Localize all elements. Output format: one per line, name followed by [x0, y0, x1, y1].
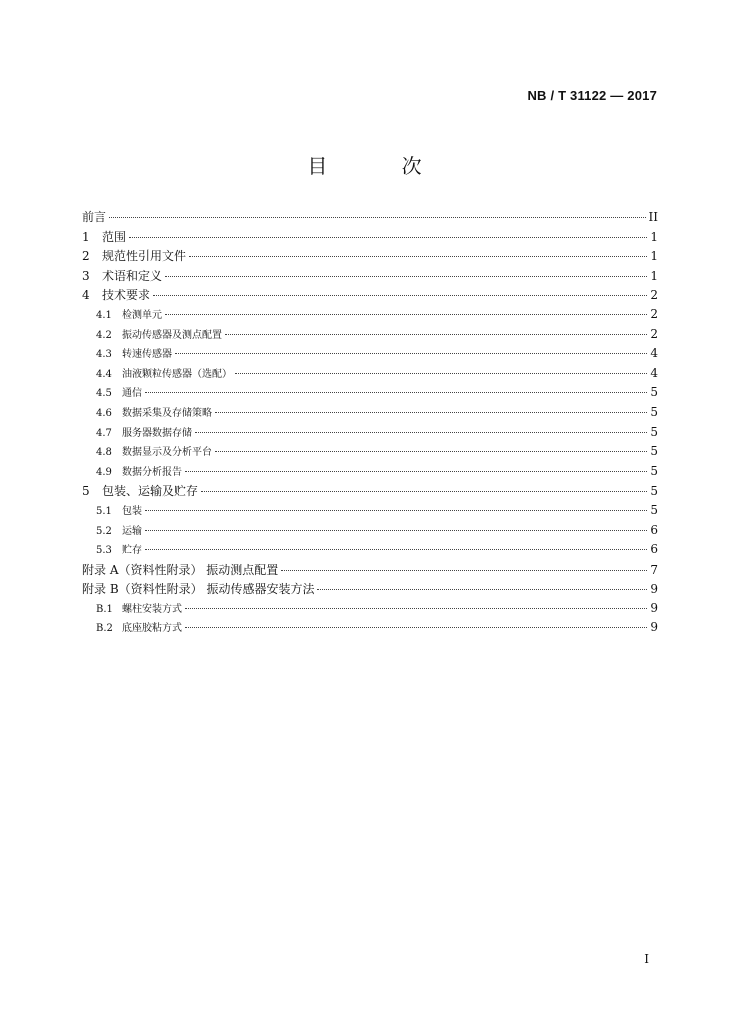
toc-entry-title: 范围	[102, 229, 127, 244]
toc-entry[interactable]	[82, 326, 658, 346]
toc-leader-dots	[201, 491, 647, 492]
toc-entry[interactable]	[82, 541, 658, 561]
toc-entry[interactable]	[82, 482, 658, 502]
toc-entry[interactable]	[82, 522, 658, 542]
toc-entry-page: 6	[650, 522, 658, 537]
toc-entry[interactable]	[82, 424, 658, 444]
toc-entry-number: 5.1	[96, 505, 112, 517]
toc-entry-number: 4.6	[96, 407, 112, 419]
toc-leader-dots	[109, 217, 646, 218]
toc-entry-page: 7	[650, 562, 658, 577]
toc-entry[interactable]	[82, 267, 658, 287]
toc-entry-title: 包装	[122, 505, 142, 517]
toc-leader-dots	[185, 471, 647, 472]
toc-leader-dots	[153, 295, 647, 296]
table-of-contents	[82, 208, 658, 639]
toc-entry-number: 4.5	[96, 388, 112, 400]
toc-leader-dots	[165, 276, 647, 277]
toc-entry-page: 2	[650, 306, 658, 321]
toc-entry-page: 9	[650, 582, 658, 597]
toc-leader-dots	[145, 510, 647, 511]
toc-entry-title: 附录 B（资料性附录） 振动传感器安装方法	[82, 582, 315, 597]
toc-entry[interactable]	[82, 286, 658, 306]
toc-entry[interactable]	[82, 404, 658, 424]
toc-entry-title: 服务器数据存储	[122, 427, 192, 439]
toc-leader-dots	[225, 334, 647, 335]
toc-leader-dots	[145, 530, 647, 531]
toc-entry-title: 通信	[122, 388, 142, 400]
toc-entry-number: 1	[82, 229, 90, 244]
toc-leader-dots	[281, 570, 647, 571]
toc-entry-title: 前言	[82, 210, 107, 224]
toc-entry[interactable]	[82, 247, 658, 267]
toc-entry-page: 1	[650, 229, 658, 244]
toc-entry-number: 3	[82, 268, 90, 283]
toc-entry-title: 转速传感器	[122, 349, 172, 361]
toc-entry-title: 术语和定义	[102, 268, 163, 283]
toc-leader-dots	[145, 392, 647, 393]
toc-entry[interactable]	[82, 345, 658, 365]
toc-entry-number: B.1	[96, 603, 113, 615]
toc-entry-number: 4	[82, 288, 90, 303]
toc-leader-dots	[215, 451, 647, 452]
toc-entry-number: 5.2	[96, 525, 112, 537]
toc-entry[interactable]	[82, 365, 658, 385]
toc-entry-number: 4.4	[96, 368, 112, 380]
toc-entry-number: 2	[82, 249, 90, 264]
toc-entry-title: 螺柱安装方式	[122, 603, 182, 615]
toc-entry-page: 4	[650, 346, 658, 361]
toc-entry-number: 5.3	[96, 545, 112, 557]
toc-entry-page: 5	[650, 484, 658, 499]
toc-entry-page: 6	[650, 542, 658, 557]
toc-entry[interactable]	[82, 306, 658, 326]
toc-entry-page: 5	[650, 502, 658, 517]
toc-entry-title: 检测单元	[122, 309, 162, 321]
toc-leader-dots	[175, 353, 647, 354]
toc-entry-title: 数据采集及存储策略	[122, 407, 212, 419]
toc-entry[interactable]	[82, 208, 658, 228]
toc-entry[interactable]	[82, 384, 658, 404]
toc-entry-number: 4.2	[96, 329, 112, 341]
toc-entry-page: 5	[650, 424, 658, 439]
toc-entry[interactable]	[82, 600, 658, 620]
toc-entry-title: 规范性引用文件	[102, 249, 187, 264]
toc-entry-page: 1	[650, 268, 658, 283]
toc-leader-dots	[195, 432, 647, 433]
toc-entry-page: 9	[650, 620, 658, 635]
toc-entry[interactable]	[82, 619, 658, 639]
toc-leader-dots	[235, 373, 647, 374]
toc-entry-page: 5	[650, 463, 658, 478]
toc-entry-number: 4.9	[96, 466, 112, 478]
toc-entry-number: 5	[82, 484, 90, 499]
page-number: I	[644, 952, 649, 966]
toc-leader-dots	[185, 608, 647, 609]
toc-entry-title: 底座胶粘方式	[122, 623, 182, 635]
toc-entry-title: 附录 A（资料性附录） 振动测点配置	[82, 562, 279, 577]
page-title: 目 次	[307, 154, 456, 178]
toc-leader-dots	[145, 549, 647, 550]
standard-code: NB / T 31122 — 2017	[527, 88, 657, 103]
toc-entry-page: II	[648, 210, 658, 224]
toc-entry-title: 技术要求	[102, 288, 151, 303]
toc-entry-page: 4	[650, 365, 658, 380]
toc-entry-title: 振动传感器及测点配置	[122, 329, 222, 341]
toc-entry[interactable]	[82, 443, 658, 463]
toc-entry-title: 包装、运输及贮存	[102, 484, 199, 499]
toc-entry-page: 5	[650, 385, 658, 400]
toc-leader-dots	[165, 314, 647, 315]
toc-leader-dots	[189, 256, 647, 257]
toc-entry-page: 2	[650, 288, 658, 303]
toc-entry-number: 4.1	[96, 309, 112, 321]
toc-entry-title: 贮存	[122, 545, 142, 557]
toc-entry-title: 数据显示及分析平台	[122, 447, 212, 459]
toc-entry[interactable]	[82, 502, 658, 522]
toc-entry[interactable]	[82, 561, 658, 581]
toc-entry-title: 运输	[122, 525, 142, 537]
toc-entry[interactable]	[82, 580, 658, 600]
toc-entry-number: B.2	[96, 623, 113, 635]
toc-entry-page: 2	[650, 326, 658, 341]
toc-entry-page: 1	[650, 249, 658, 264]
toc-entry-title: 数据分析报告	[122, 466, 182, 478]
toc-entry-page: 5	[650, 444, 658, 459]
toc-entry-page: 9	[650, 600, 658, 615]
toc-leader-dots	[317, 589, 647, 590]
toc-leader-dots	[129, 237, 647, 238]
toc-entry[interactable]	[82, 463, 658, 483]
toc-leader-dots	[185, 627, 647, 628]
toc-leader-dots	[215, 412, 647, 413]
toc-entry-title: 油液颗粒传感器（选配）	[122, 368, 232, 380]
toc-entry-number: 4.8	[96, 447, 112, 459]
toc-entry[interactable]	[82, 228, 658, 248]
toc-entry-number: 4.7	[96, 427, 112, 439]
toc-entry-number: 4.3	[96, 349, 112, 361]
toc-entry-page: 5	[650, 404, 658, 419]
